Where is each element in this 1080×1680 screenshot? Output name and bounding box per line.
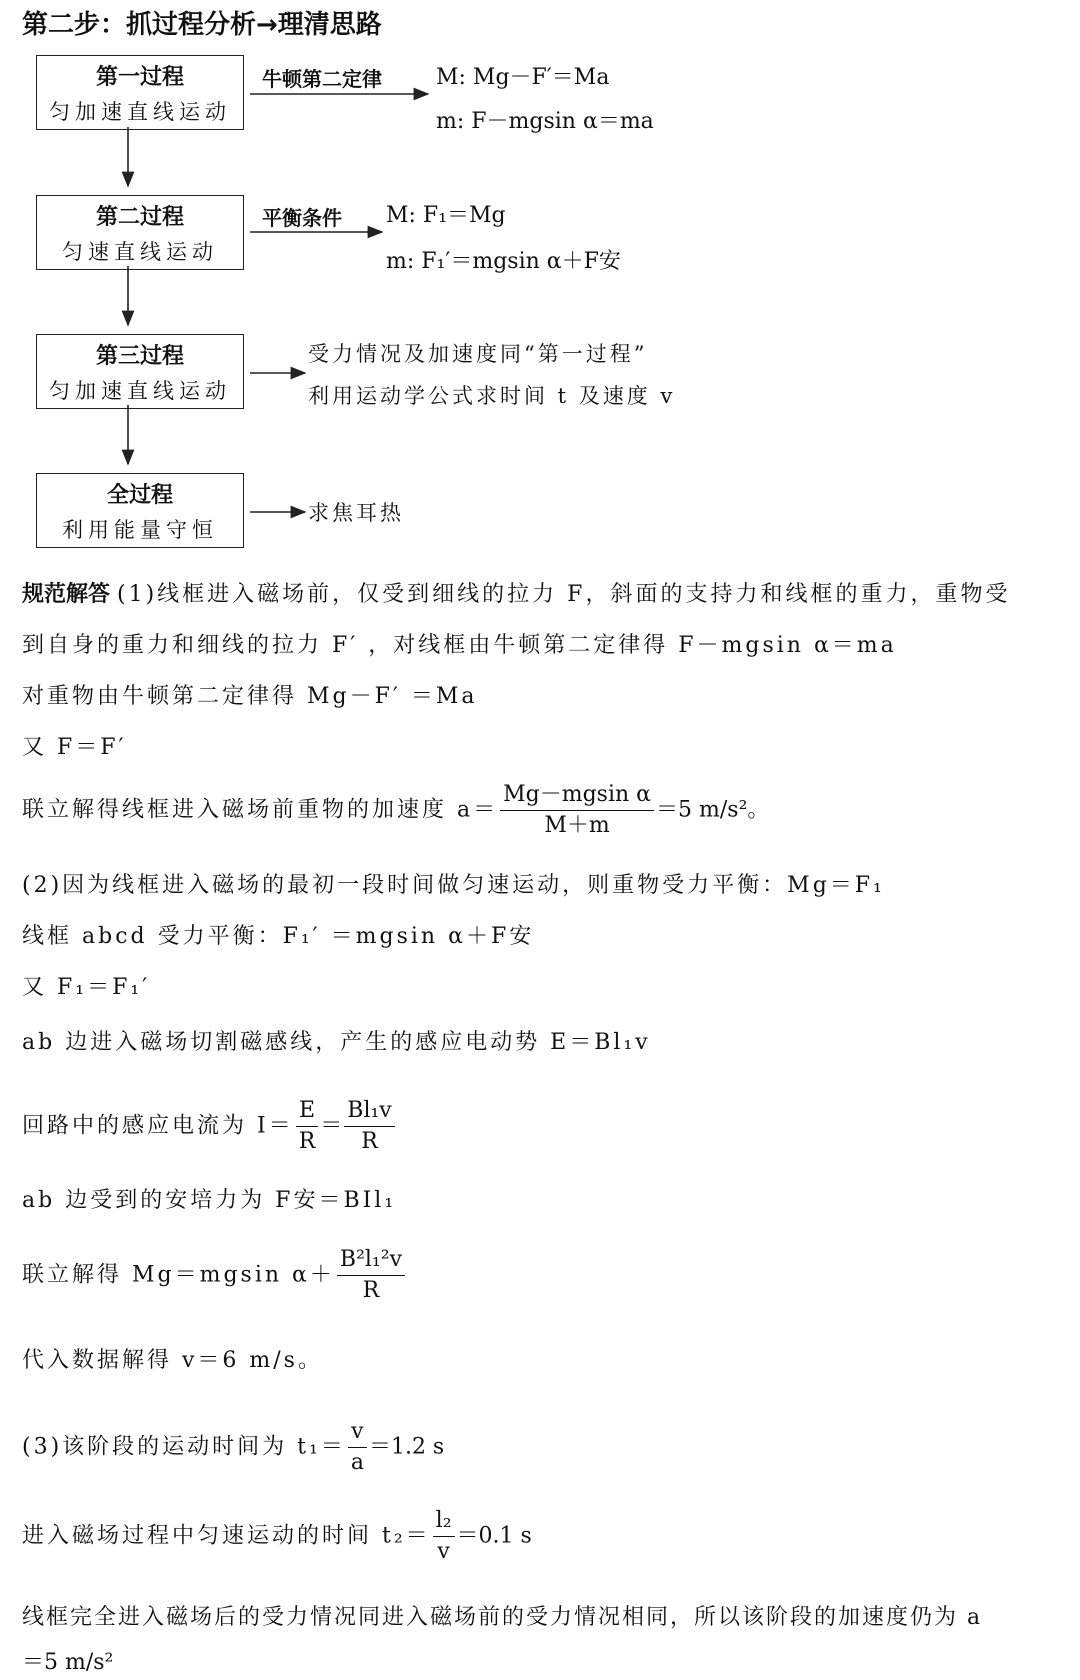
numerator: v xyxy=(348,1417,367,1448)
branch-eq: m: F₁′＝mgsin α＋F安 xyxy=(386,249,621,274)
process-box-2 xyxy=(36,195,244,270)
solution-line: 代入数据解得 v＝6 m/s。 xyxy=(22,1348,323,1373)
solution-heading: 规范解答 xyxy=(22,582,111,607)
branch-eq: M: F₁＝Mg xyxy=(386,203,506,228)
branch-note: 求焦耳热 xyxy=(308,501,404,525)
denominator: M＋m xyxy=(544,813,610,838)
solution-line xyxy=(22,577,1010,608)
process-title: 第三过程 xyxy=(95,344,184,369)
numerator: Bl₁v xyxy=(344,1096,394,1127)
text: (3)该阶段的运动时间为 t₁＝ xyxy=(22,1434,346,1460)
branch-eq: M: Mg－F′＝Ma xyxy=(436,65,610,90)
fraction xyxy=(433,1506,455,1567)
text: ＝0.1 s xyxy=(456,1523,532,1549)
process-box-1 xyxy=(36,55,244,130)
numerator: B²l₁²v xyxy=(337,1245,405,1276)
fraction xyxy=(296,1096,319,1157)
solution-line: 到自身的重力和细线的拉力 F′ ，对线框由牛顿第二定律得 F－mgsin α＝ma xyxy=(22,633,897,658)
branch-label-newton: 牛顿第二定律 xyxy=(262,67,382,91)
process-title: 全过程 xyxy=(106,483,173,508)
process-subtitle: 利用能量守恒 xyxy=(62,518,218,542)
branch-note: 受力情况及加速度同“第一过程” xyxy=(308,342,648,366)
solution-line xyxy=(22,1096,397,1157)
solution-line: ab 边受到的安培力为 F安＝BIl₁ xyxy=(22,1188,397,1213)
process-subtitle: 匀速直线运动 xyxy=(62,240,218,264)
numerator: l₂ xyxy=(433,1506,455,1537)
denominator: R xyxy=(361,1129,378,1154)
denominator: R xyxy=(298,1129,316,1154)
solution-line: 对重物由牛顿第二定律得 Mg－F′ ＝Ma xyxy=(22,684,478,709)
process-title: 第二过程 xyxy=(95,205,184,230)
fraction xyxy=(500,780,654,841)
text: (1)线框进入磁场前，仅受到细线的拉力 F，斜面的支持力和线框的重力，重物受 xyxy=(117,582,1011,607)
text: ＝ xyxy=(320,1113,343,1139)
solution-line: 线框完全进入磁场后的受力情况同进入磁场前的受力情况相同，所以该阶段的加速度仍为 a xyxy=(22,1605,983,1630)
process-title: 第一过程 xyxy=(95,65,184,90)
process-box-3 xyxy=(36,334,244,409)
text: ＝5 m/s²。 xyxy=(656,797,770,823)
fraction xyxy=(337,1245,405,1306)
solution-line: 又 F₁＝F₁′ xyxy=(22,975,151,1000)
text: 联立解得线框进入磁场前重物的加速度 a＝ xyxy=(22,797,499,823)
process-subtitle: 匀加速直线运动 xyxy=(49,379,231,403)
branch-label-balance: 平衡条件 xyxy=(262,206,342,230)
text: 联立解得 Mg＝mgsin α＋ xyxy=(22,1262,335,1288)
text: ＝1.2 s xyxy=(368,1434,445,1460)
numerator: E xyxy=(296,1096,319,1127)
page-title: 第二步：抓过程分析→理清思路 xyxy=(22,10,382,40)
text: 回路中的感应电流为 I＝ xyxy=(22,1113,294,1139)
text: 进入磁场过程中匀速运动的时间 t₂＝ xyxy=(22,1523,431,1549)
fraction xyxy=(344,1096,394,1157)
solution-line: 又 F＝F′ xyxy=(22,735,127,760)
solution-line xyxy=(22,1506,532,1567)
solution-line xyxy=(22,1245,407,1306)
solution-line xyxy=(22,780,769,841)
denominator: R xyxy=(362,1278,380,1303)
branch-note: 利用运动学公式求时间 t 及速度 v xyxy=(308,384,676,408)
branch-eq: m: F－mgsin α＝ma xyxy=(436,109,654,134)
solution-line xyxy=(22,1417,444,1478)
solution-line: (2)因为线框进入磁场的最初一段时间做匀速运动，则重物受力平衡：Mg＝F₁ xyxy=(22,873,885,898)
denominator: a xyxy=(350,1450,364,1475)
solution-line: 线框 abcd 受力平衡：F₁′ ＝mgsin α＋F安 xyxy=(22,924,535,949)
solution-line: ab 边进入磁场切割磁感线，产生的感应电动势 E＝Bl₁v xyxy=(22,1030,651,1055)
process-subtitle: 匀加速直线运动 xyxy=(49,100,231,124)
solution-line: ＝5 m/s² xyxy=(22,1650,114,1675)
fraction xyxy=(348,1417,367,1478)
process-box-4 xyxy=(36,473,244,548)
numerator: Mg－mgsin α xyxy=(500,780,654,811)
denominator: v xyxy=(437,1539,450,1564)
